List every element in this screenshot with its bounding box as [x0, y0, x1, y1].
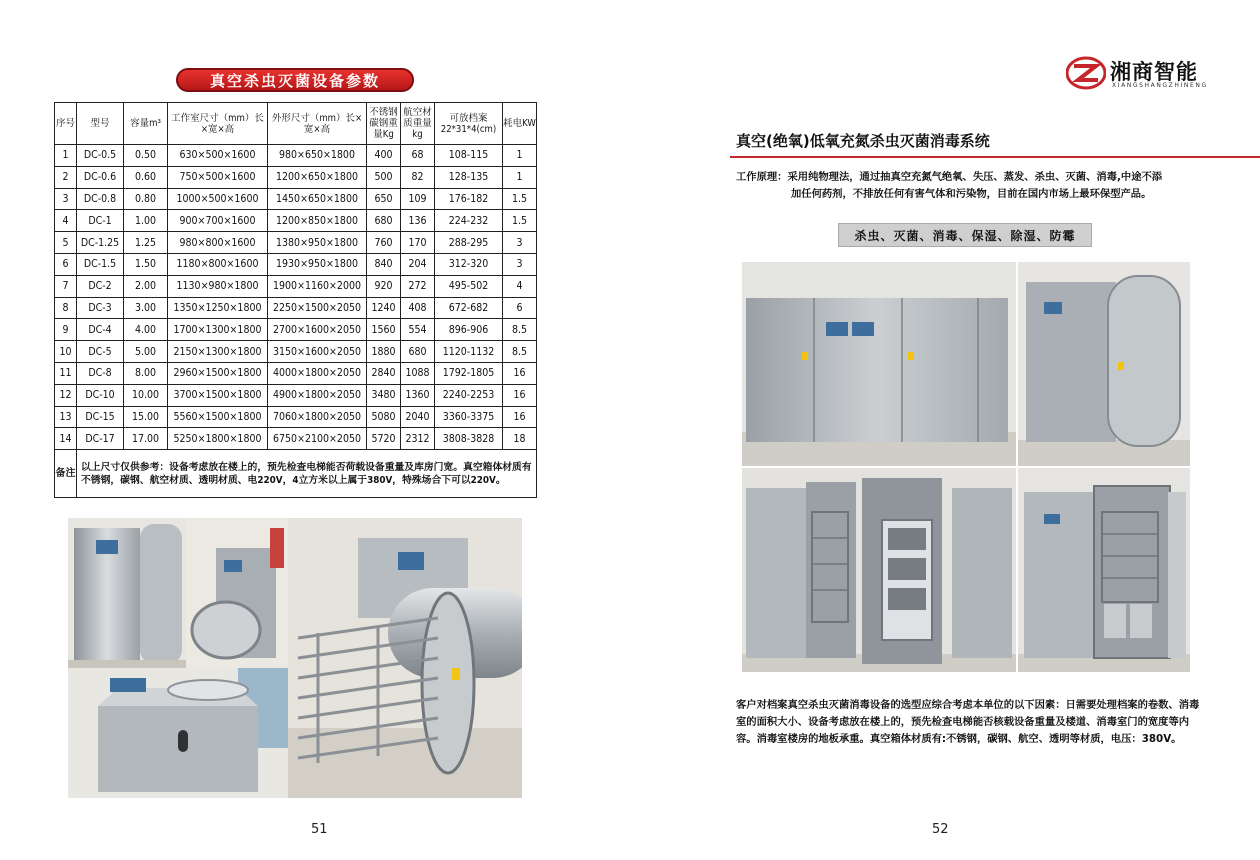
cell-steel-weight: 3480: [367, 384, 401, 406]
header-chamber-size: 工作室尺寸（mm）长×宽×高: [168, 103, 268, 145]
cell-index: 8: [55, 297, 77, 319]
features-bar: 杀虫、灭菌、消毒、保湿、除湿、防霉: [838, 223, 1092, 247]
cell-model: DC-10: [77, 384, 124, 406]
cell-model: DC-0.8: [77, 188, 124, 210]
cell-model: DC-17: [77, 428, 124, 450]
page-number-left: 51: [311, 822, 328, 837]
cell-capacity: 0.80: [124, 188, 168, 210]
table-row: [55, 145, 537, 167]
cell-index: 1: [55, 145, 77, 167]
cell-steel-weight: 5080: [367, 406, 401, 428]
cell-power: 3: [503, 253, 537, 275]
cell-chamber-size: 5560×1500×1800: [168, 406, 268, 428]
cell-power: 4: [503, 275, 537, 297]
cell-model: DC-1.5: [77, 253, 124, 275]
cell-aero-weight: 680: [401, 341, 435, 363]
cell-outer-size: 3150×1600×2050: [268, 341, 367, 363]
table-row: [55, 253, 537, 275]
header-power: 耗电KW: [503, 103, 537, 145]
table-row: [55, 166, 537, 188]
header-steel-weight: 不锈钢碳钢重量Kg: [367, 103, 401, 145]
photo-horizontal-cylinder-chamber: [288, 518, 522, 798]
cell-capacity: 0.50: [124, 145, 168, 167]
cell-aero-weight: 408: [401, 297, 435, 319]
cell-power: 8.5: [503, 319, 537, 341]
cell-steel-weight: 1240: [367, 297, 401, 319]
cell-index: 13: [55, 406, 77, 428]
photo-tabletop-chamber: [68, 668, 288, 798]
cell-power: 1.5: [503, 210, 537, 232]
cell-steel-weight: 1880: [367, 341, 401, 363]
cell-power: 1: [503, 145, 537, 167]
brand-logo-icon: [1066, 56, 1106, 90]
table-row: [55, 406, 537, 428]
cell-aero-weight: 1360: [401, 384, 435, 406]
cell-model: DC-1: [77, 210, 124, 232]
cell-archive-capacity: 2240-2253: [435, 384, 503, 406]
table-row: [55, 297, 537, 319]
table-row: [55, 319, 537, 341]
cell-archive-capacity: 495-502: [435, 275, 503, 297]
cell-capacity: 1.50: [124, 253, 168, 275]
header-model: 型号: [77, 103, 124, 145]
cell-capacity: 0.60: [124, 166, 168, 188]
cell-model: DC-1.25: [77, 232, 124, 254]
cell-capacity: 2.00: [124, 275, 168, 297]
photo-round-door-chamber: [186, 518, 288, 668]
cell-aero-weight: 68: [401, 145, 435, 167]
cell-aero-weight: 82: [401, 166, 435, 188]
header-archive-capacity: 可放档案22*31*4(cm): [435, 103, 503, 145]
cell-capacity: 1.25: [124, 232, 168, 254]
cell-outer-size: 2250×1500×2050: [268, 297, 367, 319]
working-principle: [736, 169, 1196, 203]
cell-steel-weight: 920: [367, 275, 401, 297]
cell-model: DC-5: [77, 341, 124, 363]
cell-archive-capacity: 896-906: [435, 319, 503, 341]
cell-model: DC-3: [77, 297, 124, 319]
cell-chamber-size: 900×700×1600: [168, 210, 268, 232]
cell-index: 6: [55, 253, 77, 275]
cell-outer-size: 6750×2100×2050: [268, 428, 367, 450]
cell-steel-weight: 680: [367, 210, 401, 232]
spec-table-header-row: [55, 103, 537, 145]
cell-archive-capacity: 3360-3375: [435, 406, 503, 428]
cell-outer-size: 1900×1160×2000: [268, 275, 367, 297]
cell-aero-weight: 272: [401, 275, 435, 297]
principle-text-line1: 采用纯物理法，通过抽真空充氮气绝氧、失压、蒸发、杀虫、灭菌、消毒,中途不添: [787, 171, 1163, 183]
cell-archive-capacity: 312-320: [435, 253, 503, 275]
cell-archive-capacity: 176-182: [435, 188, 503, 210]
cell-power: 1.5: [503, 188, 537, 210]
cell-outer-size: 4900×1800×2050: [268, 384, 367, 406]
cell-steel-weight: 840: [367, 253, 401, 275]
spec-note-row: [55, 450, 537, 498]
cell-chamber-size: 2960×1500×1800: [168, 362, 268, 384]
cell-chamber-size: 750×500×1600: [168, 166, 268, 188]
cell-outer-size: 980×650×1800: [268, 145, 367, 167]
cell-archive-capacity: 128-135: [435, 166, 503, 188]
header-index: 序号: [55, 103, 77, 145]
cell-chamber-size: 1700×1300×1800: [168, 319, 268, 341]
table-row: [55, 232, 537, 254]
cell-capacity: 10.00: [124, 384, 168, 406]
cell-aero-weight: 554: [401, 319, 435, 341]
cell-power: 6: [503, 297, 537, 319]
principle-text-line2: 加任何药剂，不排放任何有害气体和污染物，目前在国内市场上最环保型产品。: [791, 188, 1152, 200]
cell-archive-capacity: 1792-1805: [435, 362, 503, 384]
cell-archive-capacity: 224-232: [435, 210, 503, 232]
cell-capacity: 4.00: [124, 319, 168, 341]
page-number-right: 52: [932, 822, 949, 837]
header-aero-weight: 航空材质重量kg: [401, 103, 435, 145]
cell-power: 16: [503, 384, 537, 406]
cell-model: DC-15: [77, 406, 124, 428]
cell-steel-weight: 2840: [367, 362, 401, 384]
cell-steel-weight: 5720: [367, 428, 401, 450]
cell-index: 11: [55, 362, 77, 384]
cell-index: 3: [55, 188, 77, 210]
note-label: 备注: [55, 450, 77, 498]
cell-archive-capacity: 3808-3828: [435, 428, 503, 450]
cell-capacity: 3.00: [124, 297, 168, 319]
cell-aero-weight: 204: [401, 253, 435, 275]
cell-index: 12: [55, 384, 77, 406]
cell-power: 16: [503, 362, 537, 384]
cell-power: 8.5: [503, 341, 537, 363]
cell-model: DC-8: [77, 362, 124, 384]
cell-chamber-size: 630×500×1600: [168, 145, 268, 167]
spec-banner-title: 真空杀虫灭菌设备参数: [176, 68, 414, 92]
cell-index: 2: [55, 166, 77, 188]
cell-power: 1: [503, 166, 537, 188]
cell-chamber-size: 980×800×1600: [168, 232, 268, 254]
cell-model: DC-0.5: [77, 145, 124, 167]
cell-index: 5: [55, 232, 77, 254]
cell-capacity: 1.00: [124, 210, 168, 232]
cell-aero-weight: 2040: [401, 406, 435, 428]
cell-steel-weight: 650: [367, 188, 401, 210]
cell-chamber-size: 3700×1500×1800: [168, 384, 268, 406]
cell-capacity: 5.00: [124, 341, 168, 363]
cell-outer-size: 7060×1800×2050: [268, 406, 367, 428]
note-text: 以上尺寸仅供参考：设备考虑放在楼上的，预先检查电梯能否荷载设备重量及库房门宽。真空箱体材质有不锈钢，碳钢、航空材质、透明材质、电220V，4立方米以上属于380V，特殊场合下可以220V。: [77, 450, 537, 498]
cell-capacity: 17.00: [124, 428, 168, 450]
photo-large-multi-door-system: [742, 262, 1016, 466]
spec-table-body: [55, 145, 537, 498]
cell-outer-size: 1200×850×1800: [268, 210, 367, 232]
brand-name-cn: 湘商智能: [1110, 60, 1198, 84]
cell-index: 9: [55, 319, 77, 341]
table-row: [55, 275, 537, 297]
cell-archive-capacity: 108-115: [435, 145, 503, 167]
cell-steel-weight: 760: [367, 232, 401, 254]
cell-chamber-size: 1000×500×1600: [168, 188, 268, 210]
cell-archive-capacity: 1120-1132: [435, 341, 503, 363]
cell-steel-weight: 400: [367, 145, 401, 167]
header-capacity: 容量m³: [124, 103, 168, 145]
selection-description: 客户对档案真空杀虫灭菌消毒设备的选型应综合考虑本单位的以下因素：日需要处理档案的卷数、消毒室的面积大小、设备考虑放在楼上的，预先检查电梯能否核载设备重量及楼道、消毒室门的宽度等内容。消毒室楼房的地板承重。真空箱体材质有:不锈钢，碳钢、航空、透明等材质，电压：380V。: [736, 699, 1200, 745]
cell-chamber-size: 1130×980×1800: [168, 275, 268, 297]
brand-name-en: XIANGSHANGZHINENG: [1112, 82, 1208, 89]
table-row: [55, 210, 537, 232]
cell-power: 16: [503, 406, 537, 428]
cell-power: 18: [503, 428, 537, 450]
spec-table: [54, 102, 537, 498]
cell-aero-weight: 1088: [401, 362, 435, 384]
cell-model: DC-0.6: [77, 166, 124, 188]
cell-outer-size: 1450×650×1800: [268, 188, 367, 210]
table-row: [55, 341, 537, 363]
photo-upright-cabinet: [68, 518, 186, 668]
cell-chamber-size: 1350×1250×1800: [168, 297, 268, 319]
cell-outer-size: 4000×1800×2050: [268, 362, 367, 384]
table-row: [55, 384, 537, 406]
cell-archive-capacity: 288-295: [435, 232, 503, 254]
cell-outer-size: 1200×650×1800: [268, 166, 367, 188]
cell-capacity: 15.00: [124, 406, 168, 428]
cell-steel-weight: 1560: [367, 319, 401, 341]
table-row: [55, 188, 537, 210]
cell-archive-capacity: 672-682: [435, 297, 503, 319]
header-outer-size: 外形尺寸（mm）长×宽×高: [268, 103, 367, 145]
title-divider: [730, 156, 1260, 158]
cell-index: 14: [55, 428, 77, 450]
cell-aero-weight: 109: [401, 188, 435, 210]
cell-capacity: 8.00: [124, 362, 168, 384]
cell-outer-size: 2700×1600×2050: [268, 319, 367, 341]
cell-steel-weight: 500: [367, 166, 401, 188]
table-row: [55, 362, 537, 384]
cell-model: DC-2: [77, 275, 124, 297]
cell-outer-size: 1930×950×1800: [268, 253, 367, 275]
cell-outer-size: 1380×950×1800: [268, 232, 367, 254]
cell-index: 10: [55, 341, 77, 363]
cell-aero-weight: 170: [401, 232, 435, 254]
photo-cylinder-door-cabinet: [1018, 262, 1190, 466]
cell-aero-weight: 136: [401, 210, 435, 232]
photo-single-door-open-chamber: [1018, 468, 1190, 672]
page-title: 真空(绝氧)低氧充氮杀虫灭菌消毒系统: [736, 132, 990, 150]
cell-chamber-size: 5250×1800×1800: [168, 428, 268, 450]
principle-label: 工作原理：: [736, 171, 788, 183]
cell-power: 3: [503, 232, 537, 254]
photo-open-chamber-with-racks: [742, 468, 1016, 672]
cell-chamber-size: 2150×1300×1800: [168, 341, 268, 363]
cell-index: 7: [55, 275, 77, 297]
cell-model: DC-4: [77, 319, 124, 341]
table-row: [55, 428, 537, 450]
cell-chamber-size: 1180×800×1600: [168, 253, 268, 275]
cell-aero-weight: 2312: [401, 428, 435, 450]
cell-index: 4: [55, 210, 77, 232]
